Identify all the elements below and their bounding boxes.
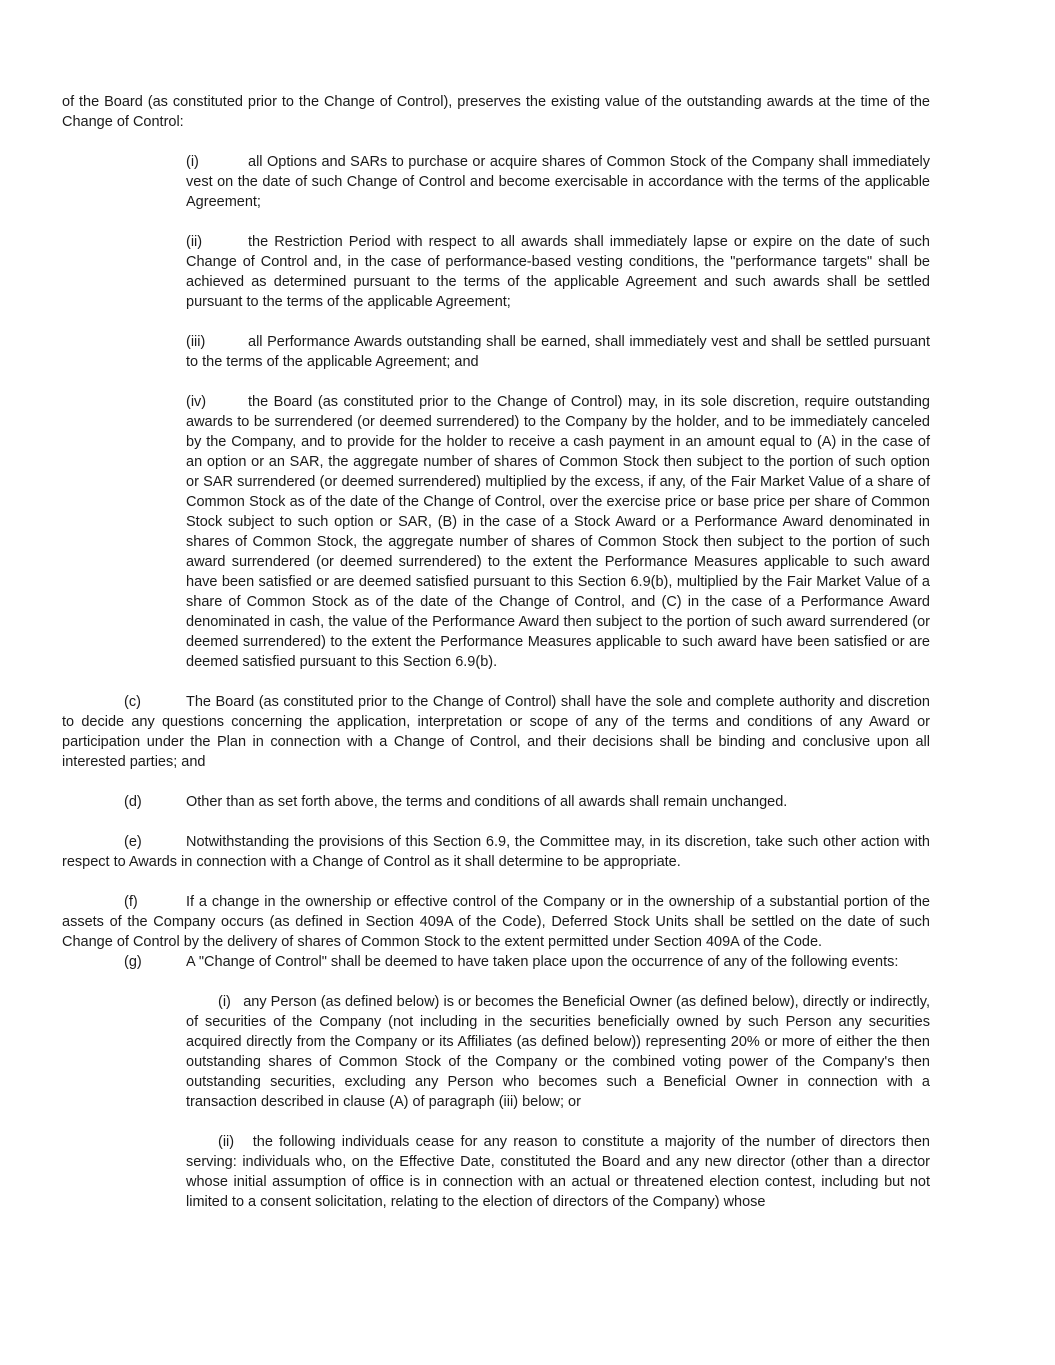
subitem-text: the Board (as constituted prior to the Change of Control) may, in its sole discretion, require outstanding awards to be surrendered (or deemed surrendered) to the Company by the holder, and to be immediately canceled by the Company, and to provide for the holder to receive a cash payment in an amount equal to (A) in the case of an option or an SAR, the aggregate number of shares of Common Stock then subject to the portion of such option or SAR surrendered (or deemed surrendered) multiplied by the excess, if any, of the Fair Market Value of a share of Common Stock as of the date of the Change of Control, over the exercise price or base price per share of Common Stock subject to such option or SAR, (B) in the case of a Stock Award or a Performance Award denominated in shares of Common Stock, the aggregate number of shares of Common Stock then subject to the portion of such award surrendered (or deemed surrendered) to the extent the Performance Measures applicable to such award have been satisfied or are deemed satisfied pursuant to this Section 6.9(b), multiplied by the Fair Market Value of a share of Common Stock as of the date of the Change of Control, and (C) in the case of a Performance Award denominated in cash, the value of the Performance Award then subject to the portion of such award surrendered (or deemed surrendered) to the extent the Performance Measures applicable to such award have been satisfied or are deemed satisfied pursuant to this Section 6.9(b). [186,394,930,670]
subitem-number: (iv) [186,394,207,410]
item-letter: (d) [124,794,142,810]
clause-text: any Person (as defined below) is or becomes the Beneficial Owner (as defined below), directly or indirectly, of securities of the Company (not including in the securities beneficially owned by such Person any securities acquired directly from the Company or its Affiliates (as defined below)) representing 20% or more of either the then outstanding shares of Common Stock of the Company or the combined voting power of the Company's then outstanding securities, excluding any Person who becomes such a Beneficial Owner in connection with a transaction described in clause (A) of paragraph (iii) below; or [186,994,930,1110]
document-page [62,92,930,1232]
subitem-text: the Restriction Period with respect to all awards shall immediately lapse or expire on the date of such Change of Control and, in the case of performance-based vesting conditions, the "performance targets" shall be achieved as determined pursuant to the terms of the applicable Agreement and such awards shall be settled pursuant to the terms of the applicable Agreement; [186,234,930,310]
subitem-ii [186,232,930,312]
item-e [62,832,930,872]
item-text: The Board (as constituted prior to the Change of Control) shall have the sole and complete authority and discretion to decide any questions concerning the application, interpretation or scope of any of the terms and conditions of any Award or participation under the Plan in connection with a Change of Control, and their decisions shall be binding and conclusive upon all interested parties; and [62,694,930,770]
item-letter: (g) [124,954,142,970]
subitem-text: all Performance Awards outstanding shall be earned, shall immediately vest and shall be settled pursuant to the terms of the applicable Agreement; and [186,334,930,370]
clause-text: the following individuals cease for any reason to constitute a majority of the number of directors then serving: individuals who, on the Effective Date, constituted the Board and any new director (other than a director whose initial assumption of office is in connection with an actual or threatened election contest, including but not limited to a consent solicitation, relating to the election of directors of the Company) whose [186,1134,930,1210]
subitem-number: (i) [186,154,199,170]
item-text: Other than as set forth above, the terms and conditions of all awards shall remain unchanged. [186,794,788,810]
subitem-iv [186,392,930,672]
item-letter: (f) [124,894,138,910]
item-letter: (e) [124,834,142,850]
subitem-i [186,152,930,212]
subitem-number: (iii) [186,334,206,350]
item-letter: (c) [124,694,141,710]
subitem-text: all Options and SARs to purchase or acquire shares of Common Stock of the Company shall immediately vest on the date of such Change of Control and become exercisable in accordance with the terms of the applicable Agreement; [186,154,930,210]
subitem-number: (ii) [186,234,203,250]
item-text: If a change in the ownership or effective control of the Company or in the ownership of a substantial portion of the assets of the Company occurs (as defined in Section 409A of the Code), Deferred Stock Units shall be settled on the date of such Change of Control by the delivery of shares of Common Stock to the extent permitted under Section 409A of the Code. [62,894,930,950]
item-text: Notwithstanding the provisions of this Section 6.9, the Committee may, in its discretion, take such other action with respect to Awards in connection with a Change of Control as it shall determine to be appropriate. [62,834,930,870]
subitem-iii [186,332,930,372]
clause-i [186,992,930,1112]
item-g [62,952,930,972]
clause-number: (i) [218,994,231,1010]
item-c [62,692,930,772]
item-text: A "Change of Control" shall be deemed to have taken place upon the occurrence of any of the following events: [186,954,899,970]
clause-number: (ii) [218,1134,235,1150]
item-f [62,892,930,952]
item-d [62,792,930,812]
intro-paragraph: of the Board (as constituted prior to the Change of Control), preserves the existing value of the outstanding awards at the time of the Change of Control: [62,94,930,130]
clause-ii [186,1132,930,1212]
